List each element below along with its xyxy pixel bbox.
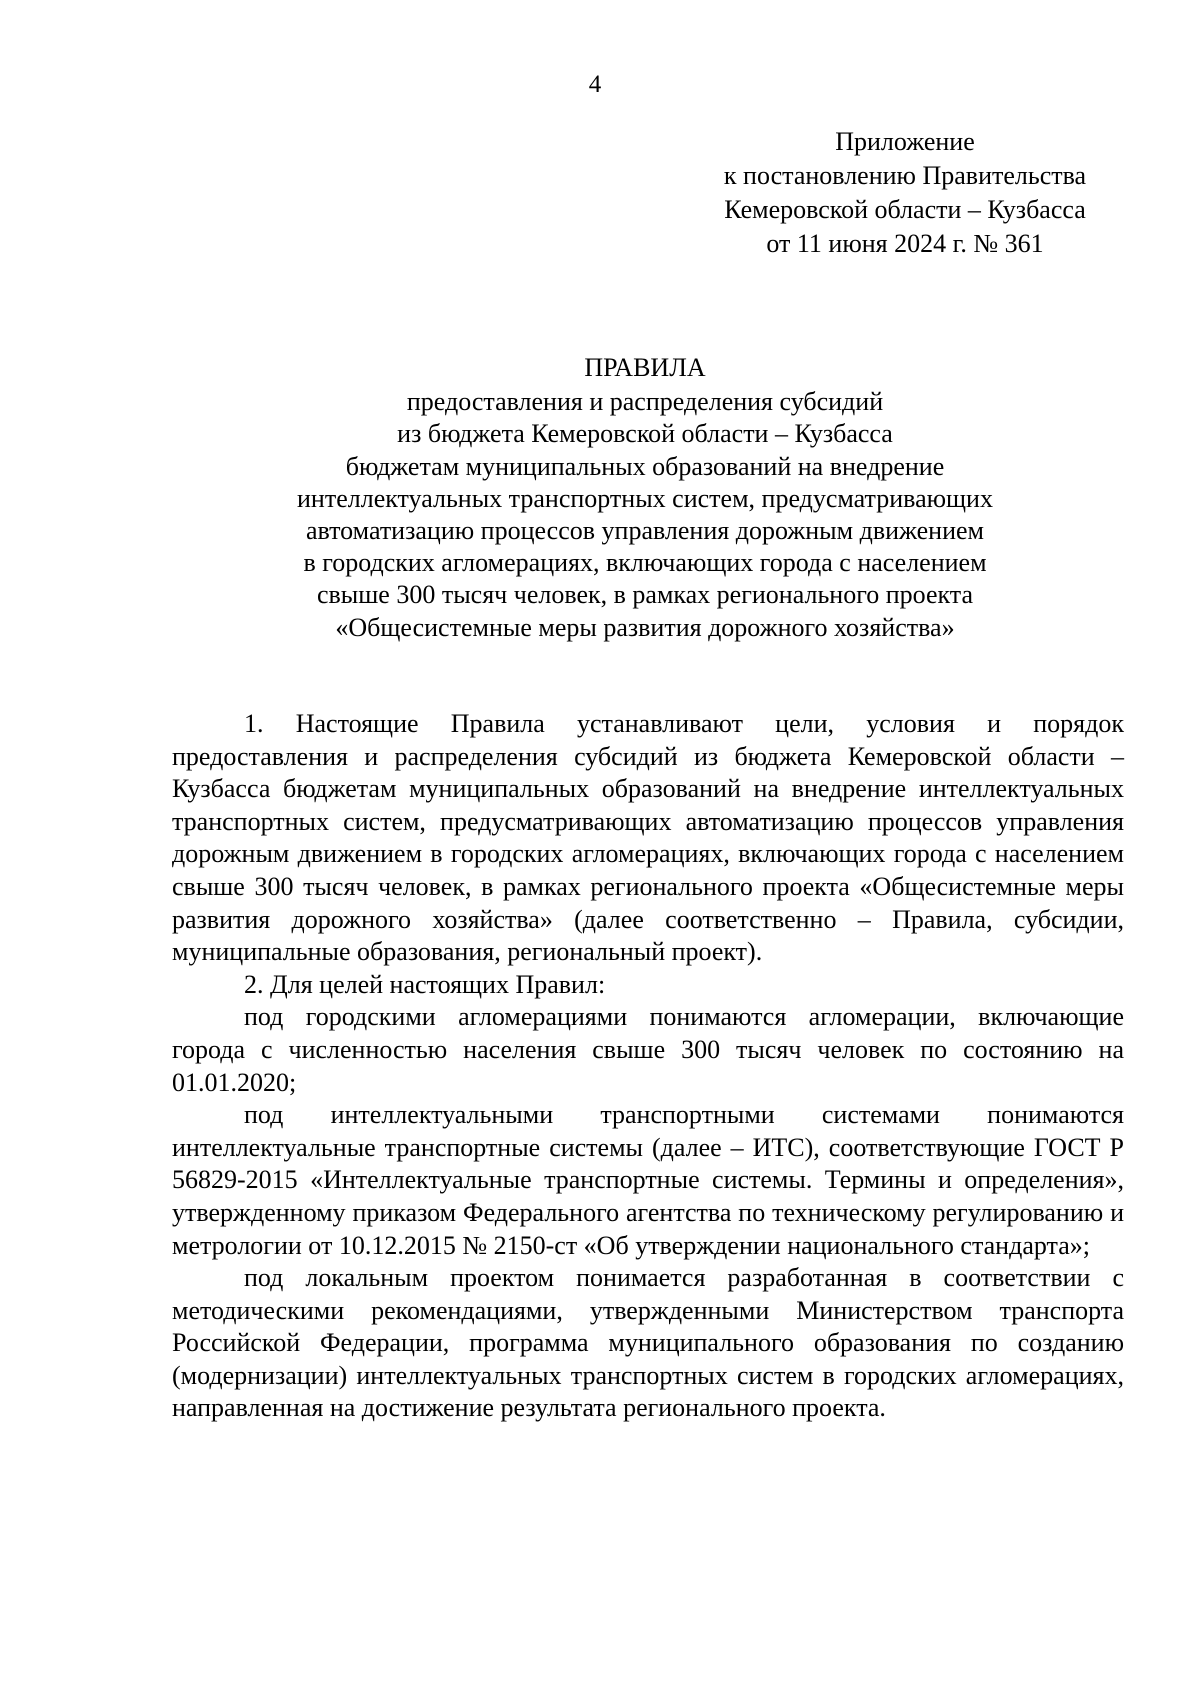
- document-title-block: [150, 352, 1140, 644]
- definition-local-project: под локальным проектом понимается разработанная в соответствии с методическими рекомендациями, утвержденными Министерством транспорта Российской Федерации, программа муниципального образования по созданию (модернизации) интеллектуальных транспортных систем в городских агломерациях, направленная на достижение результата регионального проекта.: [172, 1263, 1124, 1423]
- subtitle-line: автоматизацию процессов управления дорожным движением: [305, 516, 985, 546]
- appendix-line: Приложение: [835, 127, 975, 156]
- subtitle-line: в городских агломерациях, включающих города с населением: [303, 548, 987, 578]
- document-title: ПРАВИЛА: [584, 353, 706, 382]
- subtitle-line: интеллектуальных транспортных систем, предусматривающих: [297, 483, 993, 513]
- appendix-date-line: от 11 июня 2024 г. № 361: [766, 229, 1044, 258]
- appendix-line: к постановлению Правительства: [723, 161, 1087, 190]
- subtitle-line: предоставления и распределения субсидий: [406, 387, 884, 417]
- definition-its: под интеллектуальными транспортными системами понимаются интеллектуальные транспортные системы (далее – ИТС), соответствующие ГОСТ Р 56829-2015 «Интеллектуальные транспортные системы. Термины и определения», утвержденному приказом Федерального агентства по техническому регулированию и метрологии от 10.12.2015 № 2150-ст «Об утверждении национального стандарта»;: [172, 1100, 1124, 1260]
- subtitle-line: «Общесистемные меры развития дорожного хозяйства»: [335, 612, 955, 642]
- document-body: [172, 708, 1124, 1425]
- appendix-line: Кемеровской области – Кузбасса: [724, 195, 1086, 224]
- subtitle-line: из бюджета Кемеровской области – Кузбасса: [397, 419, 893, 449]
- subtitle-line: бюджетам муниципальных образований на внедрение: [345, 451, 945, 481]
- appendix-block: [680, 125, 1130, 261]
- definition-agglomerations: под городскими агломерациями понимаются агломерации, включающие города с численностью населения свыше 300 тысяч человек по состоянию на 01.01.2020;: [172, 1002, 1124, 1097]
- subtitle-line: свыше 300 тысяч человек, в рамках регионального проекта: [316, 580, 974, 610]
- paragraph-2: 2. Для целей настоящих Правил:: [244, 969, 606, 999]
- page-number: 4: [588, 71, 602, 98]
- paragraph-1: 1. Настоящие Правила устанавливают цели, условия и порядок предоставления и распределения субсидий из бюджета Кемеровской области – Кузбасса бюджетам муниципальных образований на внедрение интеллектуальных транспортных систем, предусматривающих автоматизацию процессов управления дорожным движением в городских агломерациях, включающих города с населением свыше 300 тысяч человек, в рамках регионального проекта «Общесистемные меры развития дорожного хозяйства» (далее соответственно – Правила, субсидии, муниципальные образования, региональный проект).: [172, 709, 1124, 967]
